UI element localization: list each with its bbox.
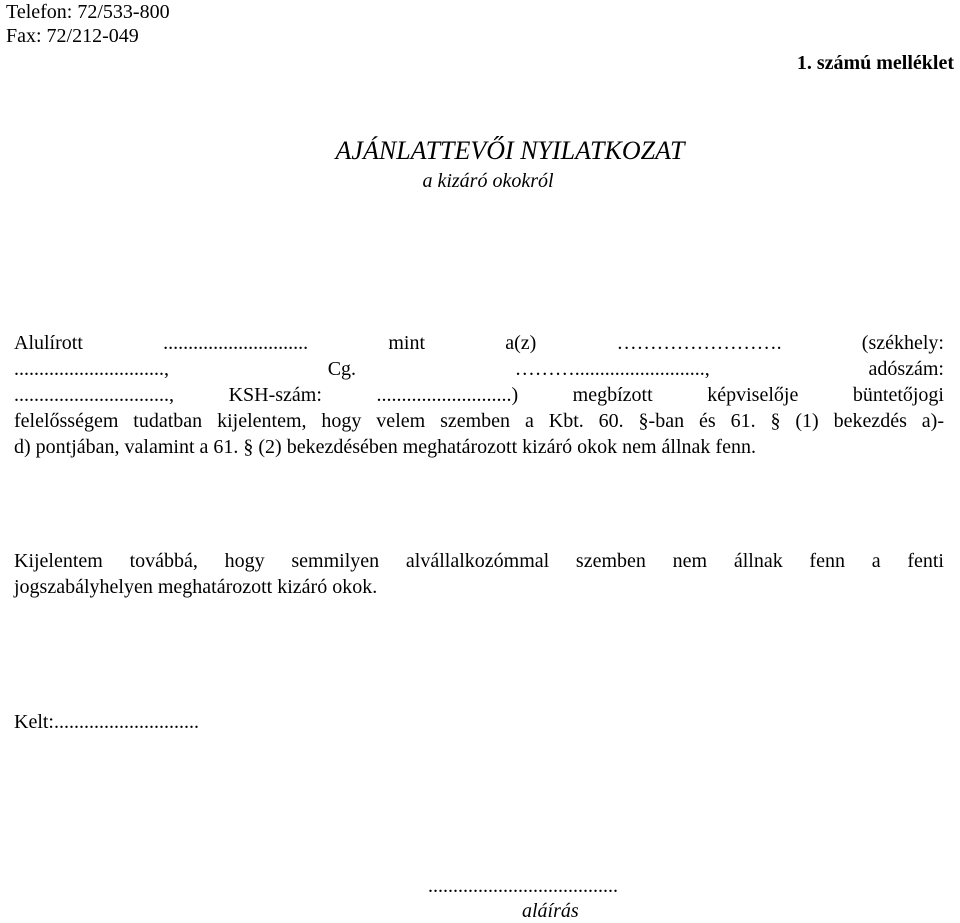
paragraph-line: .............................., Cg. ……….........................., adószám: [14,358,944,380]
phone-number: Telefon: 72/533-800 [6,1,170,23]
paragraph-line: Alulírott ............................. mint a(z) ……………………. (székhely: [14,332,944,354]
signature-label: aláírás [522,900,579,922]
document-title: AJÁNLATTEVŐI NYILATKOZAT [335,136,685,165]
date-field: Kelt:............................. [14,711,199,733]
paragraph-line: ..............................., KSH-szám: ...........................) megbízott képviselője büntetőjogi [14,384,944,406]
paragraph-line: d) pontjában, valamint a 61. § (2) bekezdésében meghatározott kizáró okok nem állnak fenn. [14,436,756,458]
document-subtitle: a kizáró okokról [422,170,554,192]
paragraph-line: felelősségem tudatban kijelentem, hogy velem szemben a Kbt. 60. §-ban és 61. § (1) bekezdés a)- [14,410,944,432]
fax-number: Fax: 72/212-049 [6,25,139,47]
paragraph-line: Kijelentem továbbá, hogy semmilyen alvállalkozómmal szemben nem állnak fenn a fenti [14,550,944,572]
signature-line: ...................................... [428,875,618,897]
subcontractor-paragraph [14,548,944,600]
paragraph-line: jogszabályhelyen meghatározott kizáró okok. [14,576,378,598]
declaration-paragraph [14,330,944,460]
annex-label: 1. számú melléklet [796,52,954,74]
